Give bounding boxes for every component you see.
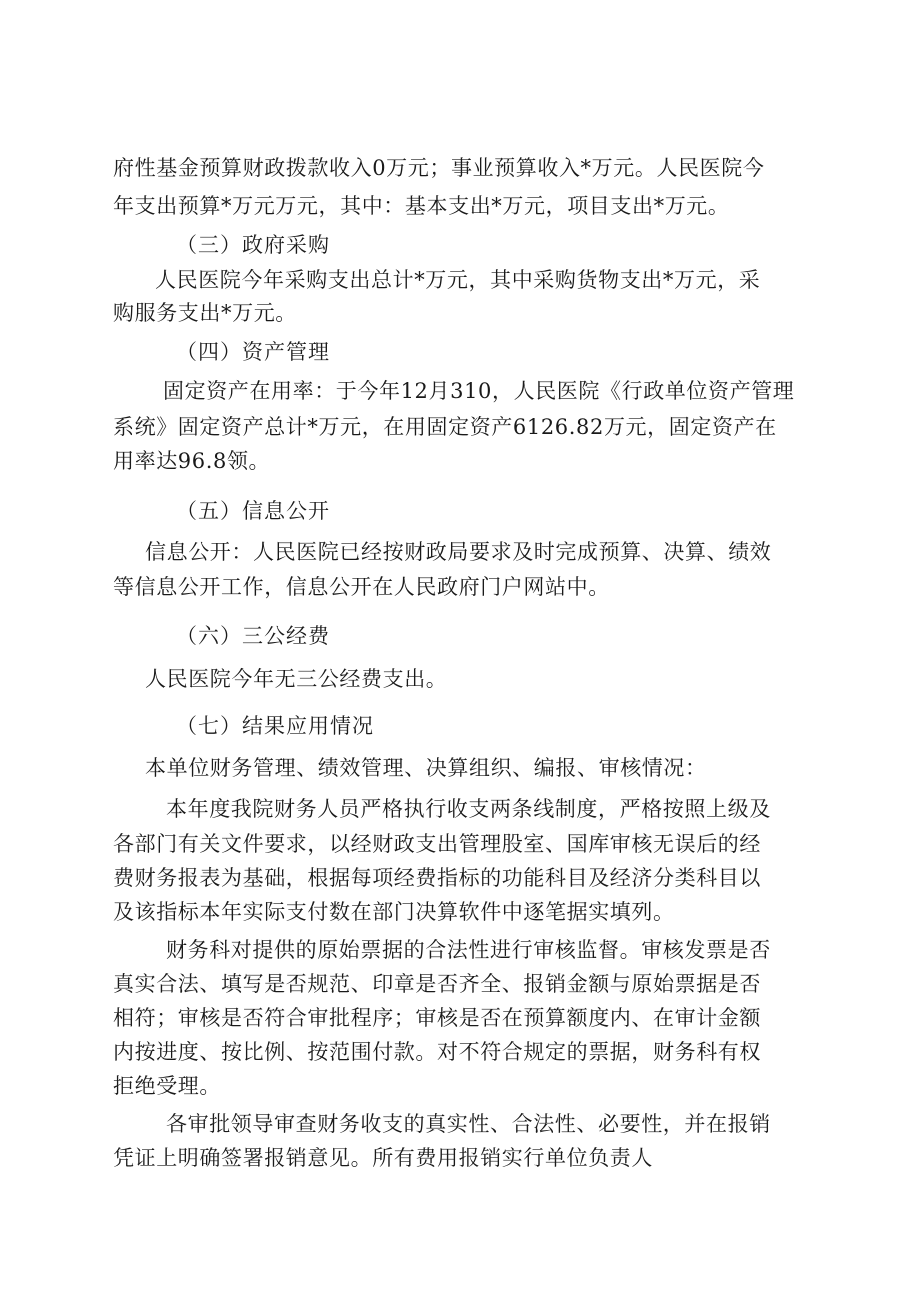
body-text-line: 拒绝受理。 [113, 1074, 221, 1098]
section-heading: （四）资产管理 [176, 340, 330, 364]
body-text-line: 等信息公开工作，信息公开在人民政府门户网站中。 [113, 575, 610, 599]
section-heading: （五）信息公开 [176, 499, 330, 523]
body-text-line: 本年度我院财务人员严格执行收支两条线制度，严格按照上级及 [166, 797, 771, 821]
body-text-line: 内按进度、按比例、按范围付款。对不符合规定的票据，财务科有权 [113, 1040, 761, 1064]
section-heading: （三）政府采购 [176, 233, 330, 257]
body-text-line: 各部门有关文件要求，以经财政支出管理股室、国库审核无误后的经 [113, 832, 761, 856]
body-text-line: 及该指标本年实际支付数在部门决算软件中逐笔据实填列。 [113, 900, 675, 924]
body-text-line: 信息公开：人民医院已经按财政局要求及时完成预算、决算、绩效 [145, 540, 772, 564]
body-text-line: 相符；审核是否符合审批程序；审核是否在预算额度内、在审计金额 [113, 1006, 761, 1030]
body-text-line: 用率达96.8领。 [113, 449, 271, 473]
body-text-line: 本单位财务管理、绩效管理、决算组织、编报、审核情况： [145, 756, 707, 780]
section-heading: （七）结果应用情况 [176, 714, 374, 738]
body-text-line: 系统》固定资产总计*万元，在用固定资产6126.82万元，固定资产在 [113, 415, 777, 439]
body-text-line: 财务科对提供的原始票据的合法性进行审核监督。审核发票是否 [166, 938, 771, 962]
body-text-line: 年支出预算*万元万元，其中：基本支出*万元，项目支出*万元。 [113, 194, 730, 218]
body-text-line: 凭证上明确签署报销意见。所有费用报销实行单位负责人 [113, 1146, 653, 1170]
body-text-line: 费财务报表为基础，根据每项经费指标的功能科目及经济分类科目以 [113, 866, 761, 890]
section-heading: （六）三公经费 [176, 624, 330, 648]
body-text-line: 各审批领导审查财务收支的真实性、合法性、必要性，并在报销 [166, 1112, 771, 1136]
body-text-line: 府性基金预算财政拨款收入0万元；事业预算收入*万元。人民医院今 [113, 156, 765, 180]
body-text-line: 真实合法、填写是否规范、印章是否齐全、报销金额与原始票据是否 [113, 972, 761, 996]
body-text-line: 购服务支出*万元。 [113, 301, 297, 325]
body-text-line: 固定资产在用率：于今年12月310，人民医院《行政单位资产管理 [163, 379, 795, 403]
body-text-line: 人民医院今年采购支出总计*万元，其中采购货物支出*万元，采 [155, 268, 761, 292]
body-text-line: 人民医院今年无三公经费支出。 [145, 667, 448, 691]
